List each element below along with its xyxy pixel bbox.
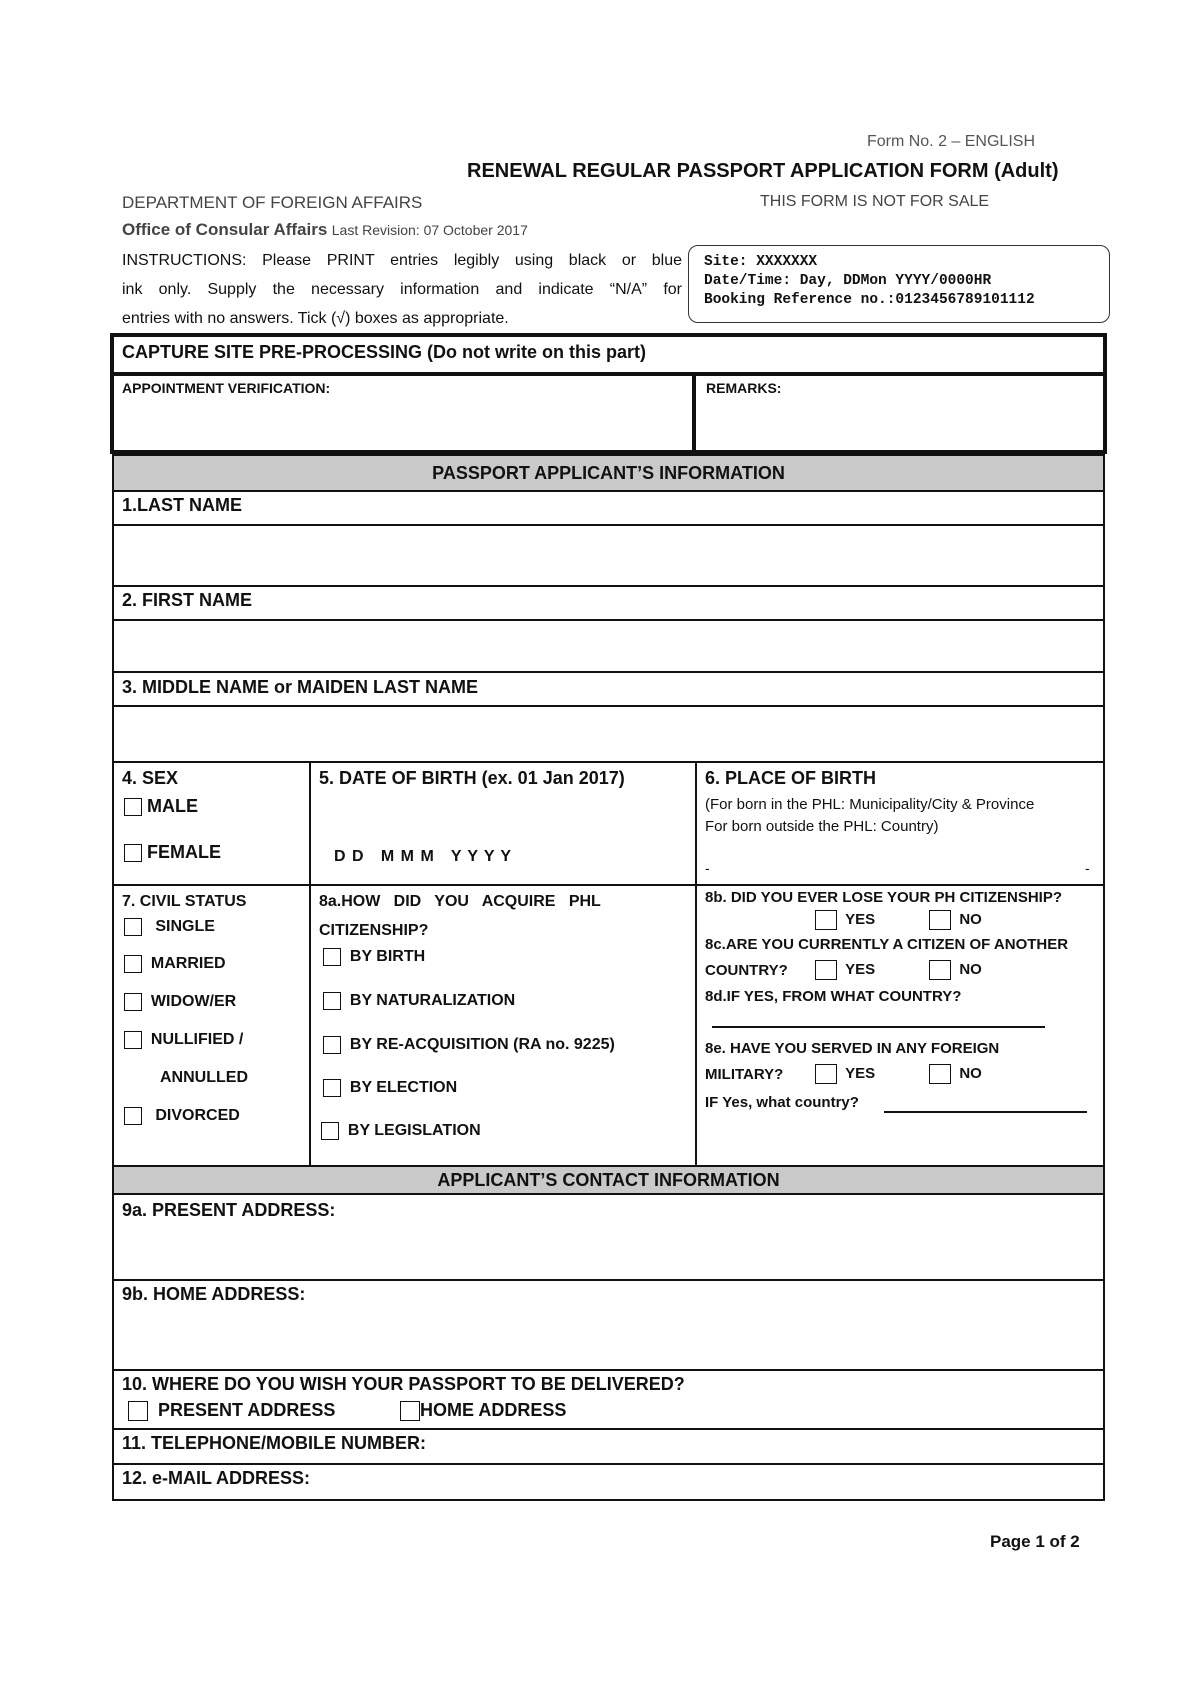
nullified-checkbox[interactable] <box>124 1031 142 1049</box>
civil-widow-option[interactable] <box>124 993 236 1011</box>
divorced-checkbox[interactable] <box>124 1107 142 1125</box>
office-line <box>122 220 528 240</box>
capture-site-title: CAPTURE SITE PRE-PROCESSING (Do not write on this part) <box>122 342 647 362</box>
contact-section-title: APPLICANT’S CONTACT INFORMATION <box>437 1170 780 1190</box>
delivery-home-checkbox[interactable] <box>400 1401 420 1421</box>
last-name-field[interactable] <box>114 526 1103 585</box>
male-label: MALE <box>147 796 199 816</box>
form-title-adult: (Adult) <box>994 160 1059 182</box>
civil-divorced-option[interactable] <box>124 1107 240 1125</box>
instructions-line-1: INSTRUCTIONS: Please PRINT entries legibly using black or blue <box>122 252 682 269</box>
home-address-label: 9b. HOME ADDRESS: <box>122 1284 306 1304</box>
by-reacquisition-option[interactable] <box>323 1036 615 1054</box>
middle-name-field[interactable] <box>114 707 1103 761</box>
divider <box>695 763 697 1165</box>
q8e-no-option[interactable] <box>929 1064 982 1084</box>
instructions <box>122 246 682 333</box>
by-legislation-option[interactable] <box>321 1122 481 1140</box>
by-naturalization-checkbox[interactable] <box>323 992 341 1010</box>
first-name-field[interactable] <box>114 621 1103 671</box>
present-address-field[interactable] <box>114 1225 1103 1280</box>
civil-status-label: 7. CIVIL STATUS <box>122 893 247 910</box>
divider <box>112 1428 1105 1430</box>
by-naturalization-option[interactable] <box>323 992 515 1010</box>
sex-female-option[interactable] <box>124 842 221 863</box>
q8d-answer-line[interactable] <box>712 1026 1045 1028</box>
last-name-label: 1.LAST NAME <box>122 495 243 515</box>
q8e-yes-label: YES <box>845 1064 876 1082</box>
divider <box>112 761 1105 763</box>
q8e-country-label: IF Yes, what country? <box>705 1094 859 1111</box>
male-checkbox[interactable] <box>124 798 142 816</box>
sex-male-option[interactable] <box>124 796 198 817</box>
civil-single-option[interactable] <box>124 918 215 936</box>
married-checkbox[interactable] <box>124 955 142 973</box>
by-birth-label: BY BIRTH <box>349 948 426 966</box>
q8c-no-option[interactable] <box>929 960 982 980</box>
form-title <box>467 160 1058 183</box>
annulled-label: ANNULLED <box>160 1069 248 1086</box>
dob-format: D D M M M Y Y Y Y <box>334 848 513 865</box>
instructions-line-3: entries with no answers. Tick (√) boxes as appropriate. <box>122 310 509 327</box>
citizenship-question-1: 8a.HOW DID YOU ACQUIRE PHL <box>319 893 601 910</box>
q8b-no-option[interactable] <box>929 910 982 930</box>
single-checkbox[interactable] <box>124 918 142 936</box>
home-address-field[interactable] <box>114 1310 1103 1369</box>
pob-note-2: For born outside the PHL: Country) <box>705 818 939 835</box>
civil-married-option[interactable] <box>124 955 226 973</box>
q8b-no-label: NO <box>959 910 982 928</box>
pob-dash-right: - <box>1085 860 1090 876</box>
pob-note-1: (For born in the PHL: Municipality/City & Province <box>705 796 1035 813</box>
divider <box>309 763 311 1165</box>
civil-nullified-option[interactable] <box>124 1031 243 1049</box>
q8c-label-2: COUNTRY? <box>705 962 788 979</box>
widow-label: WIDOW/ER <box>150 993 237 1011</box>
by-legislation-label: BY LEGISLATION <box>347 1122 481 1140</box>
divider <box>110 372 1107 376</box>
q8e-no-label: NO <box>959 1064 982 1082</box>
q8e-label-2: MILITARY? <box>705 1066 784 1083</box>
q8e-country-line[interactable] <box>884 1111 1087 1113</box>
not-for-sale-note: THIS FORM IS NOT FOR SALE <box>760 193 990 210</box>
middle-name-label: 3. MIDDLE NAME or MAIDEN LAST NAME <box>122 677 479 697</box>
form-number: Form No. 2 – ENGLISH <box>866 133 1035 150</box>
delivery-present-label: PRESENT ADDRESS <box>158 1400 336 1420</box>
q8e-no-checkbox[interactable] <box>929 1064 951 1084</box>
datetime-text: Date/Time: Day, DDMon YYYY/0000HR <box>704 273 992 289</box>
pob-label: 6. PLACE OF BIRTH <box>705 768 877 788</box>
married-label: MARRIED <box>150 955 226 973</box>
sex-label: 4. SEX <box>122 768 179 788</box>
q8c-yes-option[interactable] <box>815 960 875 980</box>
by-naturalization-label: BY NATURALIZATION <box>349 992 516 1010</box>
widow-checkbox[interactable] <box>124 993 142 1011</box>
by-birth-option[interactable] <box>323 948 425 966</box>
page-number: Page 1 of 2 <box>990 1532 1080 1551</box>
dob-label: 5. DATE OF BIRTH (ex. 01 Jan 2017) <box>319 768 625 788</box>
appointment-verification-label: APPOINTMENT VERIFICATION: <box>122 380 331 396</box>
instructions-line-2: ink only. Supply the necessary information and indicate “N/A” for <box>122 281 682 298</box>
q8c-no-checkbox[interactable] <box>929 960 951 980</box>
by-reacquisition-checkbox[interactable] <box>323 1036 341 1054</box>
office-name: Office of Consular Affairs <box>122 220 328 239</box>
divider <box>112 884 1105 886</box>
form-title-main: RENEWAL REGULAR PASSPORT APPLICATION FORM <box>467 160 989 182</box>
present-address-label: 9a. PRESENT ADDRESS: <box>122 1200 336 1220</box>
by-election-option[interactable] <box>323 1079 457 1097</box>
q8c-no-label: NO <box>959 960 982 978</box>
first-name-label: 2. FIRST NAME <box>122 590 253 610</box>
q8b-label: 8b. DID YOU EVER LOSE YOUR PH CITIZENSHIP? <box>705 889 1063 906</box>
q8b-yes-checkbox[interactable] <box>815 910 837 930</box>
q8c-label-1: 8c.ARE YOU CURRENTLY A CITIZEN OF ANOTHER <box>705 936 1069 953</box>
q8b-yes-option[interactable] <box>815 910 875 930</box>
female-checkbox[interactable] <box>124 844 142 862</box>
by-legislation-checkbox[interactable] <box>321 1122 339 1140</box>
delivery-question: 10. WHERE DO YOU WISH YOUR PASSPORT TO BE DELIVERED? <box>122 1374 685 1394</box>
q8c-yes-label: YES <box>845 960 876 978</box>
q8e-yes-checkbox[interactable] <box>815 1064 837 1084</box>
q8b-no-checkbox[interactable] <box>929 910 951 930</box>
by-election-label: BY ELECTION <box>349 1079 458 1097</box>
telephone-label: 11. TELEPHONE/MOBILE NUMBER: <box>122 1433 427 1453</box>
delivery-home-option[interactable] <box>400 1400 566 1421</box>
by-reacquisition-label: BY RE-ACQUISITION (RA no. 9225) <box>349 1036 615 1054</box>
divider <box>112 585 1105 587</box>
email-label: 12. e-MAIL ADDRESS: <box>122 1468 311 1488</box>
q8d-label: 8d.IF YES, FROM WHAT COUNTRY? <box>705 988 962 1005</box>
divider <box>692 372 696 454</box>
citizenship-question-2: CITIZENSHIP? <box>319 922 429 939</box>
site-booking-box <box>688 245 1110 323</box>
department-name: DEPARTMENT OF FOREIGN AFFAIRS <box>122 193 423 212</box>
dob-field[interactable] <box>318 795 688 875</box>
single-label: SINGLE <box>155 918 215 936</box>
site-text: Site: XXXXXXX <box>704 254 818 270</box>
divider <box>112 671 1105 673</box>
divider <box>112 1463 1105 1465</box>
delivery-present-checkbox[interactable] <box>128 1401 148 1421</box>
delivery-home-label: HOME ADDRESS <box>420 1400 567 1420</box>
by-election-checkbox[interactable] <box>323 1079 341 1097</box>
nullified-label: NULLIFIED / <box>150 1031 244 1049</box>
divider <box>112 1369 1105 1371</box>
delivery-present-option[interactable] <box>128 1400 335 1421</box>
q8e-label-1: 8e. HAVE YOU SERVED IN ANY FOREIGN <box>705 1040 1000 1057</box>
divider <box>112 1279 1105 1281</box>
booking-reference-text: Booking Reference no.:0123456789101112 <box>704 292 1035 308</box>
q8e-yes-option[interactable] <box>815 1064 875 1084</box>
q8b-yes-label: YES <box>845 910 876 928</box>
by-birth-checkbox[interactable] <box>323 948 341 966</box>
revision-date: Last Revision: 07 October 2017 <box>331 222 528 238</box>
applicant-section-title: PASSPORT APPLICANT’S INFORMATION <box>432 463 785 483</box>
remarks-label: REMARKS: <box>706 380 782 396</box>
q8c-yes-checkbox[interactable] <box>815 960 837 980</box>
female-label: FEMALE <box>147 842 222 862</box>
divorced-label: DIVORCED <box>155 1107 240 1125</box>
pob-dash-left: - <box>705 860 710 876</box>
